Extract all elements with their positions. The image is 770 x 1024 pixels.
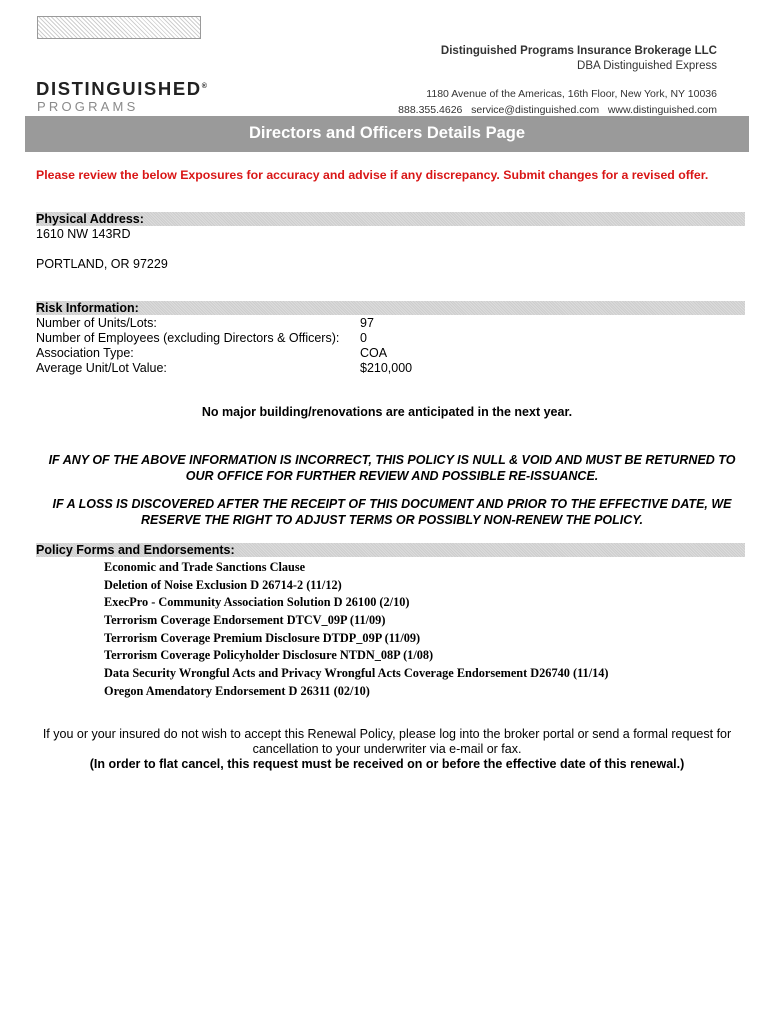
logo-subtitle: PROGRAMS bbox=[37, 99, 139, 114]
footer-cancellation-note bbox=[25, 727, 749, 772]
company-address: 1180 Avenue of the Americas, 16th Floor, New York, NY 10036 bbox=[426, 88, 717, 100]
risk-value-avg-value: $210,000 bbox=[360, 361, 413, 375]
renovation-note: No major building/renovations are anticipated in the next year. bbox=[201, 405, 573, 419]
risk-value-association-type: COA bbox=[360, 346, 388, 360]
list-item: Oregon Amendatory Endorsement D 26311 (02/10) bbox=[104, 683, 370, 698]
footer-line-2: cancellation to your underwriter via e-mail or fax. bbox=[252, 742, 522, 756]
warning-loss-discovered bbox=[30, 497, 754, 528]
logo-main-text: DISTINGUISHED bbox=[36, 78, 202, 99]
company-dba: DBA Distinguished Express bbox=[577, 60, 717, 72]
risk-label-avg-value: Average Unit/Lot Value: bbox=[36, 361, 167, 375]
risk-value-employees: 0 bbox=[360, 331, 367, 345]
company-contact: 888.355.4626 service@distinguished.com www.distinguished.com bbox=[398, 104, 717, 116]
logo-registered-mark: ® bbox=[201, 82, 207, 90]
risk-value-units: 97 bbox=[360, 316, 374, 330]
risk-label-association-type: Association Type: bbox=[36, 346, 134, 360]
list-item: Terrorism Coverage Endorsement DTCV_09P (11/09) bbox=[104, 613, 386, 628]
list-item: Terrorism Coverage Policyholder Disclosure NTDN_08P (1/08) bbox=[104, 648, 434, 663]
company-name: Distinguished Programs Insurance Brokerage LLC bbox=[440, 45, 717, 57]
company-contact-block bbox=[398, 86, 717, 118]
warning-null-void-line-2: OUR OFFICE FOR FURTHER REVIEW AND POSSIBLE RE-ISSUANCE. bbox=[185, 468, 599, 483]
review-notice: Please review the below Exposures for accuracy and advise if any discrepancy. Submit changes for a revised offer. bbox=[36, 168, 709, 182]
address-line-2: PORTLAND, OR 97229 bbox=[36, 257, 168, 271]
policy-forms-list bbox=[104, 559, 609, 701]
warning-null-void-line-1: IF ANY OF THE ABOVE INFORMATION IS INCORRECT, THIS POLICY IS NULL & VOID AND MUST BE RETURNED TO bbox=[48, 453, 736, 467]
list-item: Deletion of Noise Exclusion D 26714-2 (11/12) bbox=[104, 577, 342, 592]
footer-line-3: (In order to flat cancel, this request must be received on or before the effective date of this renewal.) bbox=[89, 757, 685, 771]
warning-null-void bbox=[30, 453, 754, 484]
address-line-1: 1610 NW 143RD bbox=[36, 227, 131, 241]
risk-information-header: Risk Information: bbox=[36, 301, 745, 315]
list-item: ExecPro - Community Association Solution D 26100 (2/10) bbox=[104, 595, 410, 610]
warning-loss-line-2: RESERVE THE RIGHT TO ADJUST TERMS OR POSSIBLY NON-RENEW THE POLICY. bbox=[141, 512, 643, 527]
company-block bbox=[441, 44, 717, 74]
policy-forms-header: Policy Forms and Endorsements: bbox=[36, 543, 745, 557]
logo-wordmark bbox=[36, 78, 207, 100]
placeholder-box bbox=[37, 16, 201, 39]
footer-line-1: If you or your insured do not wish to accept this Renewal Policy, please log into the broker portal or send a formal request for bbox=[42, 727, 732, 741]
list-item: Data Security Wrongful Acts and Privacy Wrongful Acts Coverage Endorsement D26740 (11/14) bbox=[104, 666, 609, 681]
page-title: Directors and Officers Details Page bbox=[25, 116, 749, 152]
risk-label-employees: Number of Employees (excluding Directors & Officers): bbox=[36, 331, 340, 345]
risk-label-units: Number of Units/Lots: bbox=[36, 316, 157, 330]
list-item: Terrorism Coverage Premium Disclosure DTDP_09P (11/09) bbox=[104, 630, 421, 645]
warning-loss-line-1: IF A LOSS IS DISCOVERED AFTER THE RECEIPT OF THIS DOCUMENT AND PRIOR TO THE EFFECTIVE DATE, WE bbox=[52, 497, 732, 511]
list-item: Economic and Trade Sanctions Clause bbox=[104, 560, 306, 574]
physical-address-header: Physical Address: bbox=[36, 212, 745, 226]
